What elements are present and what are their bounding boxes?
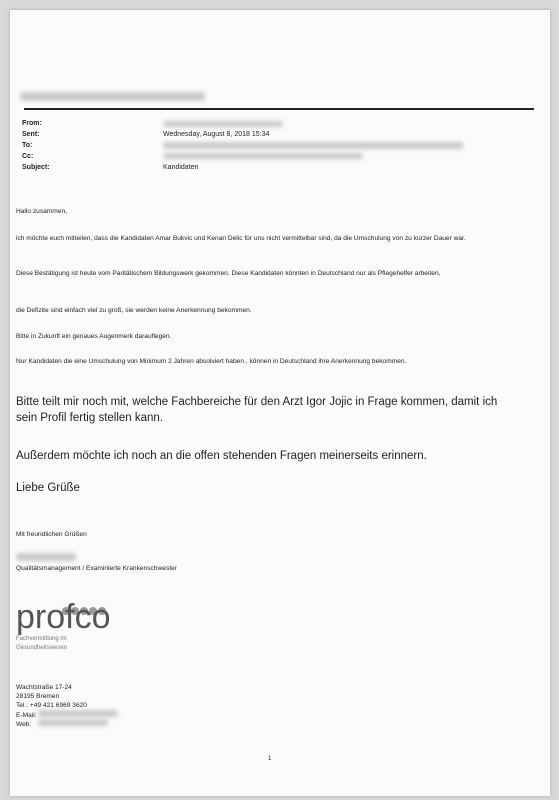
emphasis-paragraph: Außerdem möchte ich noch an die offen stehenden Fragen meinerseits erinnern. — [16, 450, 427, 462]
emphasis-paragraph: Bitte teilt mir noch mit, welche Fachbereiche für den Arzt Igor Jojic in Frage kommen, damit ich sein Profil fertig stellen kann. — [16, 396, 498, 424]
sent-value: Wednesday, August 8, 2018 15:34 — [163, 131, 270, 138]
redacted-signature-name — [16, 553, 76, 561]
subject-value: Kandidaten — [163, 164, 199, 171]
document-page — [10, 10, 550, 796]
header-label: From: — [22, 120, 42, 127]
redacted-cc — [163, 153, 363, 159]
address-email-label: E-Mail: — [16, 711, 37, 719]
redacted-to — [163, 142, 463, 149]
greeting: Hallo zusammen, — [16, 208, 67, 215]
body-paragraph: die Defizite sind einfach viel zu groß, sie werden keine Anerkennung bekommen. — [16, 307, 252, 314]
redacted-email — [38, 710, 118, 717]
header-label: To: — [22, 142, 33, 149]
email-header — [22, 120, 522, 180]
redacted-from — [163, 121, 283, 127]
company-logo — [16, 600, 111, 652]
address-street: Wachtstraße 17-24 — [16, 684, 72, 691]
redacted-sender-name — [20, 92, 205, 101]
header-rule — [24, 108, 534, 110]
redacted-web — [38, 719, 108, 726]
logo-tagline-2: Gesundheitswesen — [16, 645, 68, 651]
header-label: Subject: — [22, 164, 50, 171]
header-label: Cc: — [22, 153, 34, 160]
signature-role: Qualitätsmanagement / Examinierte Krankenschwester — [16, 565, 177, 572]
body-paragraph: Diese Bestätigung ist heute vom Paritätischem Bildungswerk gekommen. Diese Kandidaten könnten in Deutschland nur als Pflegehelfer arbeiten, — [16, 270, 441, 277]
body-paragraph: ich möchte euch mitteilen, dass die Kandidaten Amar Bukvic und Kenan Delic für uns nicht vermittelbar sind, da die Umschulung von zu kurzer Dauer war. — [16, 235, 466, 242]
address-web-label: Web: — [16, 720, 32, 728]
emphasis-paragraph: Liebe Grüße — [16, 482, 80, 494]
address-city: 28195 Bremen — [16, 693, 60, 701]
body-paragraph: Bitte in Zukunft ein genaues Augenmerk darauflegen. — [16, 333, 172, 340]
address-tel: Tel.: +49 421 6969 3620 — [16, 702, 87, 710]
closing: Mit freundlichen Grüßen — [16, 531, 87, 538]
logo-wordmark: profco — [16, 598, 111, 636]
header-label: Sent: — [22, 131, 40, 138]
body-paragraph: Nur Kandidaten die eine Umschulung von Minimum 2 Jahren absolviert haben , können in Deutschland ihre Anerkennung bekommen. — [16, 358, 407, 365]
page-number: 1 — [268, 756, 272, 762]
logo-tagline-1: Fachvermittlung im — [16, 636, 67, 642]
